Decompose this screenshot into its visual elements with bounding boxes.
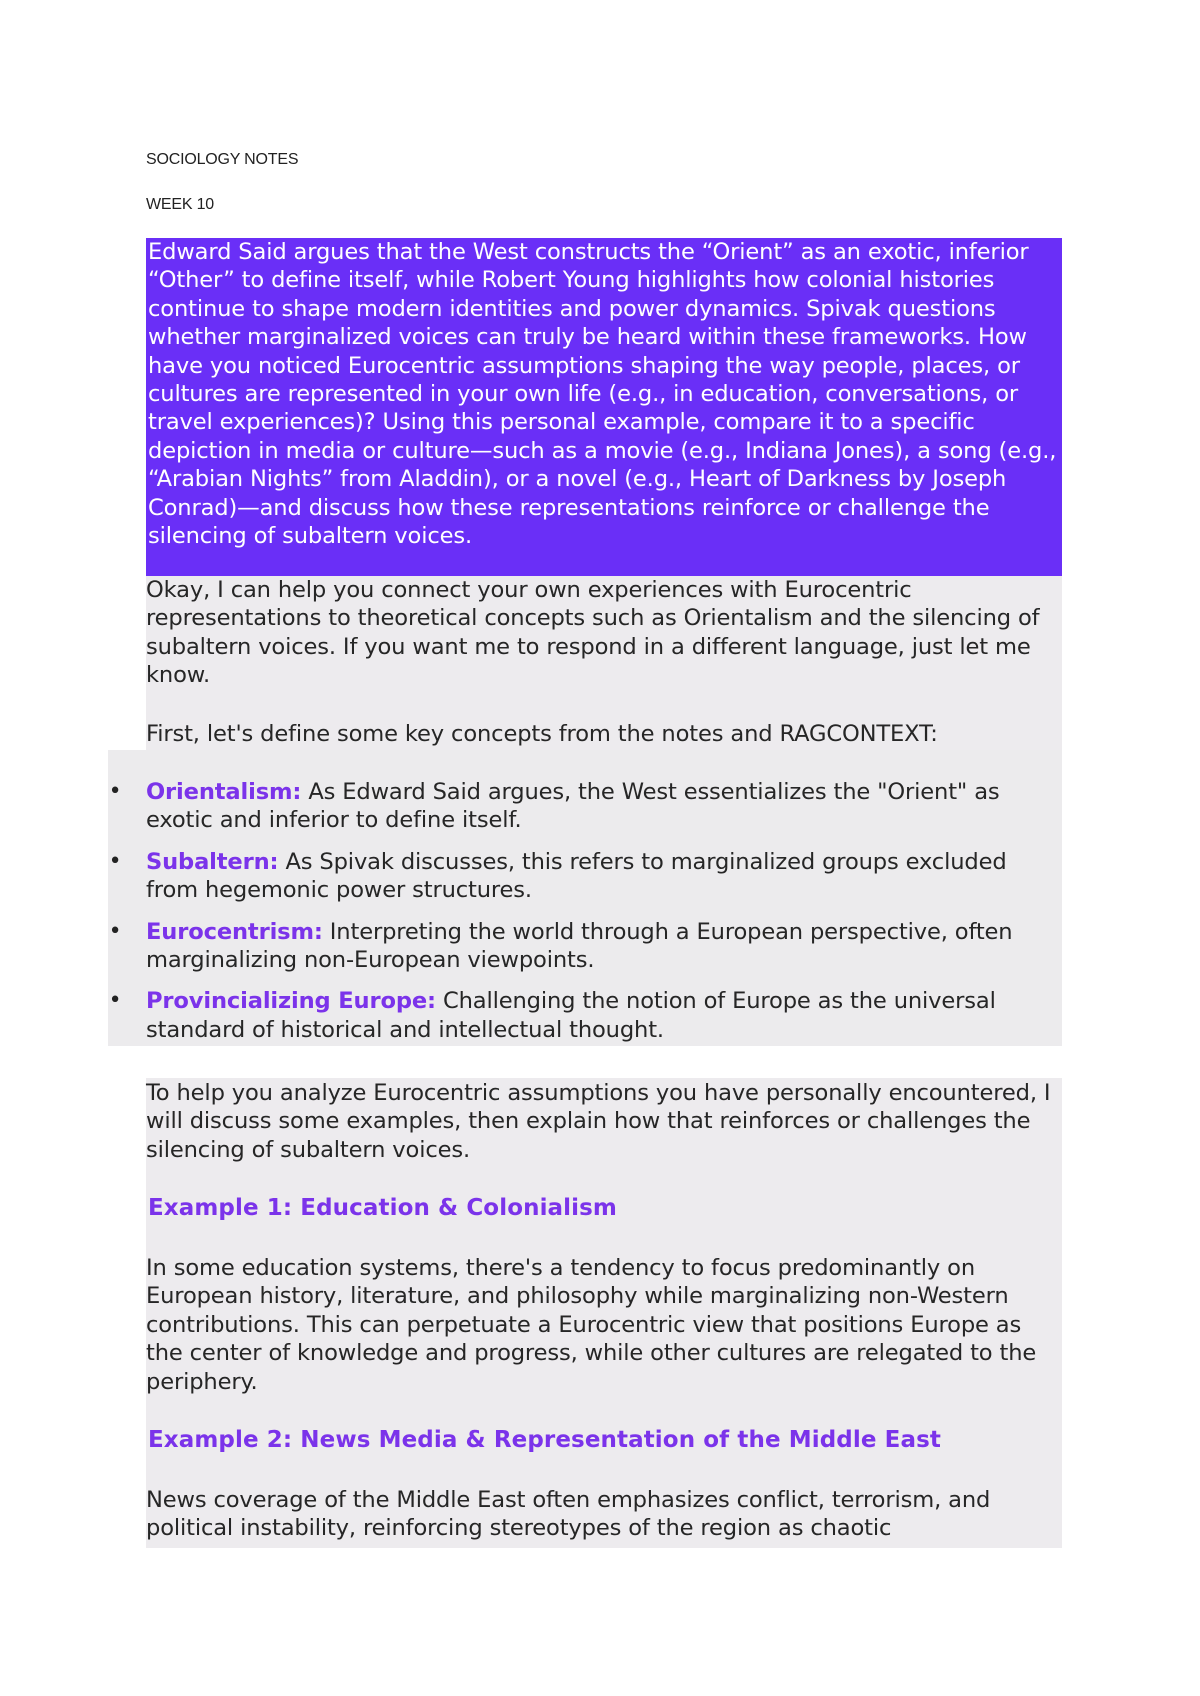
list-item-provincializing-europe	[108, 987, 1062, 1044]
example-2-heading: Example 2: News Media & Representation of the Middle East	[148, 1427, 941, 1453]
prompt-text: Edward Said argues that the West constructs the “Orient” as an exotic, inferior “Other” to define itself, while Robert Young highlights how colonial histories continue to shape modern identities and power dynamics. Spivak questions whether marginalized voices can truly be heard within these frameworks. How have you noticed Eurocentric assumptions shaping the way people, places, or cultures are represented in your own life (e.g., in education, conversations, or travel experiences)? Using this personal example, compare it to a specific depiction in media or culture—such as a movie (e.g., Indiana Jones), a song (e.g., “Arabian Nights” from Aladdin), or a novel (e.g., Heart of Darkness by Joseph Conrad)—and discuss how these representations reinforce or challenge the silencing of subaltern voices.	[148, 239, 1057, 550]
analysis-lead: To help you analyze Eurocentric assumptions you have personally encountered, I will discuss some examples, then explain how that reinforces or challenges the silencing of subaltern voices.	[146, 1080, 1051, 1163]
bullet-icon: •	[108, 918, 122, 944]
definitions-lead: First, let's define some key concepts from the notes and RAGCONTEXT:	[146, 721, 938, 747]
term-definition: As Edward Said argues, the West essentializes the "Orient" as exotic and inferior to define itself.	[146, 779, 1000, 834]
example-2-body: News coverage of the Middle East often emphasizes conflict, terrorism, and political instability, reinforcing stereotypes of the region as chaotic	[146, 1487, 991, 1542]
bullet-icon: •	[108, 779, 122, 804]
bullet-icon: •	[108, 988, 122, 1014]
term-definition: Interpreting the world through a European perspective, often marginalizing non-European viewpoints.	[146, 918, 1013, 974]
term-label: Provincializing Europe:	[146, 988, 436, 1015]
document-title: SOCIOLOGY NOTES	[146, 151, 299, 168]
key-concepts-list	[108, 778, 1062, 1057]
term-label: Orientalism:	[146, 779, 302, 805]
term-label: Subaltern:	[146, 848, 279, 875]
term-definition: As Spivak discusses, this refers to marginalized groups excluded from hegemonic power structures.	[146, 848, 1007, 904]
example-1-body: In some education systems, there's a tendency to focus predominantly on European history, literature, and philosophy while marginalizing non-Western contributions. This can perpetuate a Eurocentric view that positions Europe as the center of knowledge and progress, while other cultures are relegated to the periphery.	[146, 1255, 1037, 1395]
week-label: WEEK 10	[146, 196, 214, 213]
term-label: Eurocentrism:	[146, 918, 323, 945]
list-item-orientalism	[108, 778, 1062, 835]
response-intro: Okay, I can help you connect your own experiences with Eurocentric representations to theoretical concepts such as Orientalism and the silencing of subaltern voices. If you want me to respond in a different language, just let me know.	[146, 577, 1040, 689]
list-item-subaltern	[108, 848, 1062, 905]
list-item-eurocentrism	[108, 918, 1062, 975]
term-definition: Challenging the notion of Europe as the universal standard of historical and intellectual thought.	[146, 988, 996, 1043]
bullet-icon: •	[108, 848, 122, 874]
example-1-heading: Example 1: Education & Colonialism	[148, 1195, 617, 1221]
highlighted-prompt	[146, 238, 1062, 576]
